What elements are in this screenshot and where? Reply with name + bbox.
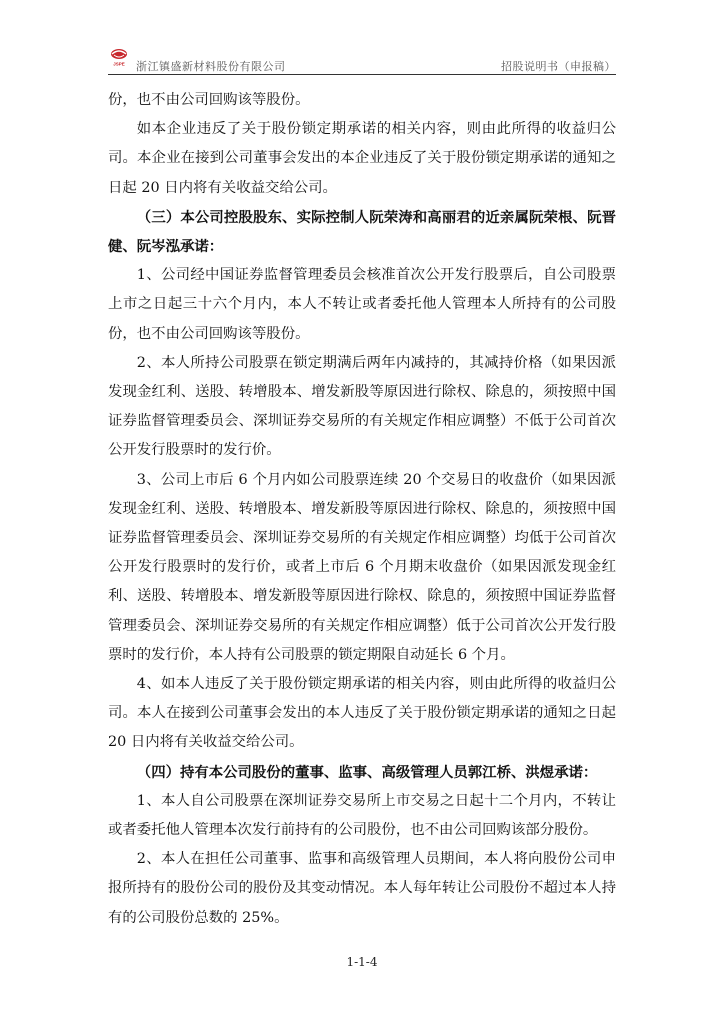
paragraph: 2、本人在担任公司董事、监事和高级管理人员期间，本人将向股份公司申报所持有的股份公司的股份及其变动情况。本人每年转让公司股份不超过本人持有的公司股份总数的 25%。 (108, 851, 616, 926)
document-body (108, 86, 616, 933)
section-heading: （四）持有本公司股份的董事、监事、高级管理人员郭江桥、洪煜承诺： (136, 763, 598, 781)
document-title: 招股说明书（申报稿） (501, 60, 616, 73)
page-number: 1-1-4 (346, 955, 378, 969)
paragraph: 2、本人所持公司股票在锁定期满后两年内减持的，其减持价格（如果因派发现金红利、送股、转增股本、增发新股等原因进行除权、除息的，须按照中国证券监督管理委员会、深圳证券交易所的有关规定作相应调整）不低于公司首次公开发行股票时的发行价。 (108, 354, 616, 459)
company-name: 浙江镇盛新材料股份有限公司 (136, 60, 286, 73)
section-heading: （三）本公司控股股东、实际控制人阮荣涛和高丽君的近亲属阮荣根、阮晋健、阮岑泓承诺： (108, 208, 616, 256)
paragraph: 3、公司上市后 6 个月内如公司股票连续 20 个交易日的收盘价（如果因派发现金红利、送股、转增股本、增发新股等原因进行除权、除息的，须按照中国证券监督管理委员会、深圳证券交易所的有关规定作相应调整）均低于公司首次公开发行股票时的发行价，或者上市后 6 个月期末收盘价（如果因派发现金红利、送股、转增股本、增发新股等原因进行除权、除息的，须按照中国证券监督管理委员会、深圳证券交易所的有关规定作相应调整）低于公司首次公开发行股票时的发行价，本人持有公司股票的锁定期限自动延长 6 个月。 (108, 471, 616, 663)
header-divider (108, 74, 616, 75)
page-header (108, 40, 616, 74)
company-logo-icon (108, 46, 130, 68)
paragraph: 4、如本人违反了关于股份锁定期承诺的相关内容，则由此所得的收益归公司。本人在接到公司董事会发出的本人违反了关于股份锁定期承诺的通知之日起 20 日内将有关收益交给公司。 (108, 676, 616, 751)
logo-text: JSPE (113, 61, 125, 67)
paragraph: 1、公司经中国证券监督管理委员会核准首次公开发行股票后，自公司股票上市之日起三十六个月内，本人不转让或者委托他人管理本人所持有的公司股份，也不由公司回购该等股份。 (108, 267, 616, 342)
paragraph: 如本企业违反了关于股份锁定期承诺的相关内容，则由此所得的收益归公司。本企业在接到公司董事会发出的本企业违反了关于股份锁定期承诺的通知之日起 20 日内将有关收益交给公司。 (108, 121, 616, 196)
paragraph: 份，也不由公司回购该等股份。 (108, 92, 310, 108)
paragraph: 1、本人自公司股票在深圳证券交易所上市交易之日起十二个月内，不转让或者委托他人管理本次发行前持有的公司股份，也不由公司回购该部分股份。 (108, 792, 616, 839)
